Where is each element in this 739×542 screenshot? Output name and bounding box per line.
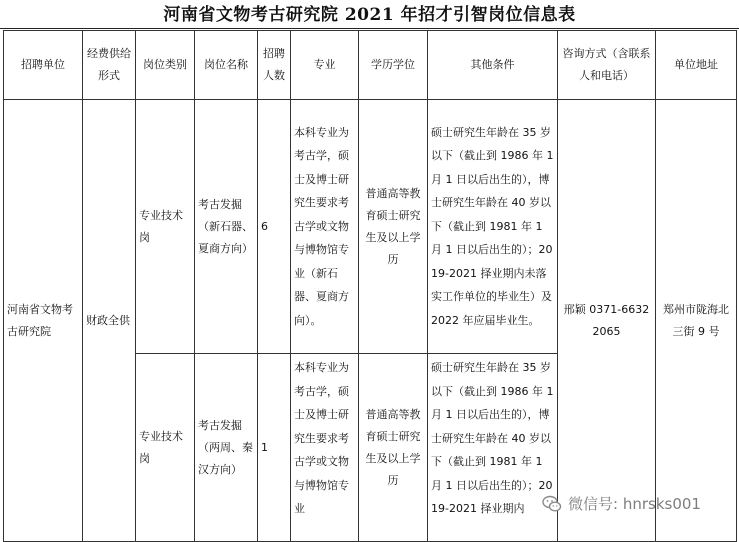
header-count: 招聘人数 xyxy=(258,31,291,100)
conditions-cell: 硕士研究生年龄在 35 岁以下（截止到 1986 年 1 月 1 日以后出生的），博士研究生年龄在 40 岁以下（截止到 1981 年 1 月 1 日以后出生的）；2019-2021 择业期内未落实工作单位的毕业生）及 2022 年应届毕业生。 xyxy=(428,100,558,354)
education-cell: 普通高等教育硕士研究生及以上学历 xyxy=(359,100,428,354)
contact-cell: 邢颖 0371-66322065 xyxy=(558,100,656,542)
funding-cell: 财政全供 xyxy=(83,100,136,542)
page-title: 河南省文物考古研究院 2021 年招才引智岗位信息表 xyxy=(163,5,576,25)
header-unit: 招聘单位 xyxy=(4,31,83,100)
education-cell: 普通高等教育硕士研究生及以上学历 xyxy=(359,354,428,542)
header-education: 学历学位 xyxy=(359,31,428,100)
major-cell: 本科专业为考古学，硕士及博士研究生要求考古学或文物与博物馆专业（新石器、夏商方向）。 xyxy=(291,100,359,354)
header-funding: 经费供给形式 xyxy=(83,31,136,100)
header-row xyxy=(4,31,737,100)
wechat-icon xyxy=(542,494,562,514)
header-address: 单位地址 xyxy=(656,31,737,100)
address-cell: 郑州市陇海北三街 9 号 xyxy=(656,100,737,542)
count-cell: 1 xyxy=(258,354,291,542)
watermark-text: 微信号: hnrsks001 xyxy=(568,495,701,513)
header-post-type: 岗位类别 xyxy=(136,31,195,100)
title-underline xyxy=(0,28,739,29)
post-type-cell: 专业技术岗 xyxy=(136,100,195,354)
conditions-cell: 硕士研究生年龄在 35 岁以下（截止到 1986 年 1 月 1 日以后出生的），博士研究生年龄在 40 岁以下（截止到 1981 年 1 月 1 日以后出生的）；2019-2021 择业期内 xyxy=(428,354,558,542)
positions-table xyxy=(3,30,737,542)
post-name-cell: 考古发掘（两周、秦汉方向） xyxy=(195,354,258,542)
watermark xyxy=(542,493,701,514)
header-post-name: 岗位名称 xyxy=(195,31,258,100)
unit-cell: 河南省文物考古研究院 xyxy=(4,100,83,542)
header-major: 专业 xyxy=(291,31,359,100)
table-row xyxy=(4,100,737,354)
post-name-cell: 考古发掘（新石器、夏商方向） xyxy=(195,100,258,354)
post-type-cell: 专业技术岗 xyxy=(136,354,195,542)
major-cell: 本科专业为考古学，硕士及博士研究生要求考古学或文物与博物馆专业 xyxy=(291,354,359,542)
header-contact: 咨询方式（含联系人和电话） xyxy=(558,31,656,100)
count-cell: 6 xyxy=(258,100,291,354)
header-conditions: 其他条件 xyxy=(428,31,558,100)
